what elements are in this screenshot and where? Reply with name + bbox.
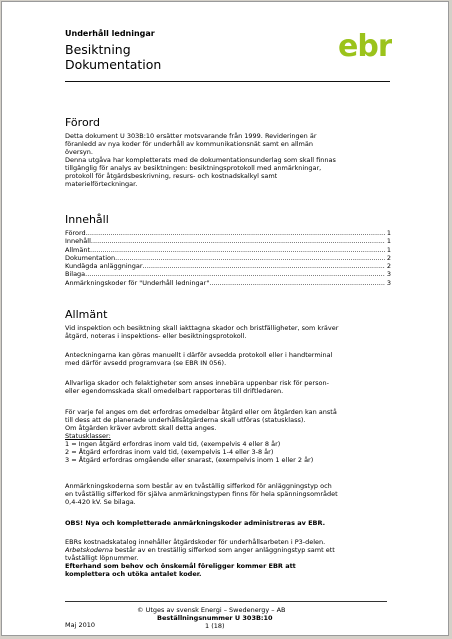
toc-entry[interactable] <box>65 262 391 270</box>
italic-term: Arbetskoderna <box>65 546 113 554</box>
allmant-paragraph-4 <box>65 408 395 464</box>
text-fragment: består av en treställig sifferkod som anger anläggningstyp samt ett <box>112 546 335 554</box>
toc-page: 1 <box>386 245 391 254</box>
text-line: till dess att de planerade underhållsåtgärderna skall utföras (statusklass). <box>65 416 306 424</box>
allmant-paragraph-3 <box>65 379 395 395</box>
text-line: en tvåställig sifferkod för själva anmärkningstypen finns för hela spänningsområdet <box>65 490 338 498</box>
text-line: tvåställigt löpnummer. <box>65 554 139 562</box>
toc-entry[interactable] <box>65 270 391 278</box>
header-title-line1: Besiktning <box>65 42 131 57</box>
toc-page: 3 <box>386 270 391 279</box>
text-line: med därför avsedd programvara (se EBR IN 056). <box>65 359 227 367</box>
footer-date: Maj 2010 <box>65 621 96 629</box>
ebr-logo <box>338 30 392 60</box>
allmant-paragraph-6 <box>65 538 395 578</box>
text-line: 0,4-420 kV. Se bilaga. <box>65 498 136 506</box>
footer-copyright: © Utges av svensk Energi – Swedenergy – AB <box>137 606 286 614</box>
toc-entry[interactable] <box>65 237 391 245</box>
section-heading-forord: Förord <box>65 116 100 129</box>
text-line: För varje fel anges om det erfordras omedelbar åtgärd eller om åtgärden kan anstå <box>65 408 337 416</box>
text-line: Vid inspektion och besiktning skall iakttagna skador och bristfälligheter, som kräver <box>65 324 339 332</box>
status-heading: Statusklasser: <box>65 432 111 440</box>
footer-divider <box>65 601 387 602</box>
toc-page: 2 <box>386 262 391 271</box>
text-line: Allvarliga skador och felaktigheter som anses innebära uppenbar risk för person- <box>65 379 329 387</box>
bold-line: komplettera och utöka antalet koder. <box>65 570 202 578</box>
toc-title: Bilaga <box>65 270 86 279</box>
bold-line: Efterhand som behov och önskemål föreligger kommer EBR att <box>65 562 296 570</box>
obs-line: OBS! Nya och kompletterade anmärkningskoder administreras av EBR. <box>65 519 326 527</box>
status-line: 3 = Åtgärd erfordras omgående eller snarast, (exempelvis inom 1 eller 2 år) <box>65 456 314 464</box>
section-heading-allmant: Allmänt <box>65 308 108 321</box>
forord-line: föranledd av nya koder för underhåll av kommunikationsnät samt en allmän <box>65 140 313 148</box>
toc-page: 2 <box>386 253 391 262</box>
status-line: 2 = Åtgärd erfordras inom vald tid, (exempelvis 1-4 eller 3-8 år) <box>65 448 274 456</box>
status-line: 1 = Ingen åtgärd erfordras inom vald tid, (exempelvis 4 eller 8 år) <box>65 440 281 448</box>
text-line <box>65 546 395 554</box>
section-heading-innehall: Innehåll <box>65 213 109 226</box>
forord-line: tillgänglig för analys av besiktningen: besiktningsprotokoll med anmärkningar, <box>65 164 322 172</box>
toc-title: Dokumentation <box>65 253 116 262</box>
toc-title: Innehåll <box>65 237 91 246</box>
text-line: Anteckningarna kan göras manuellt i därför avsedda protokoll eller i handterminal <box>65 351 333 359</box>
toc-title: Förord <box>65 229 86 237</box>
header-divider <box>65 81 390 82</box>
forord-line: Detta dokument U 303B:10 ersätter motsvarande från 1999. Revideringen är <box>65 132 317 140</box>
header-title-line2: Dokumentation <box>65 57 162 72</box>
text-line: Om åtgärden kräver avbrott skall detta anges. <box>65 424 217 432</box>
forord-line: materielförteckningar. <box>65 180 138 188</box>
text-line: åtgärd, noteras i inspektions- eller besiktningsprotokoll. <box>65 332 247 340</box>
table-of-contents <box>65 229 391 287</box>
toc-entry[interactable] <box>65 229 391 237</box>
forord-line: protokoll för åtgärdsbeskrivning, resurs- och kostnadskalkyl samt <box>65 172 278 180</box>
text-line: Anmärkningskoderna som består av en tvåställig sifferkod för anläggningstyp och <box>65 482 332 490</box>
footer-order-number: Beställningsnummer U 303B:10 <box>157 614 273 622</box>
obs-notice <box>65 519 395 527</box>
toc-page: 1 <box>386 237 391 246</box>
allmant-paragraph-5 <box>65 482 395 506</box>
toc-page: 3 <box>386 278 391 287</box>
text-line: EBRs kostnadskatalog innehåller åtgärdskoder för underhållsarbeten i P3-delen. <box>65 538 326 546</box>
toc-page: 1 <box>386 229 391 237</box>
toc-entry[interactable] <box>65 254 391 262</box>
toc-entry[interactable] <box>65 246 391 254</box>
toc-title: Allmänt <box>65 245 91 254</box>
allmant-paragraph-1 <box>65 324 395 340</box>
allmant-paragraph-2 <box>65 351 395 367</box>
forord-line: Denna utgåva har kompletterats med de dokumentationsunderlag som skall finnas <box>65 156 336 164</box>
toc-title: Kundägda anläggningar <box>65 262 143 271</box>
document-page <box>1 1 449 636</box>
footer-page-number: 1 (18) <box>205 622 225 630</box>
toc-title: Anmärkningskoder för "Underhåll ledningar" <box>65 278 210 287</box>
forord-line: översyn. <box>65 148 93 156</box>
toc-entry[interactable] <box>65 279 391 287</box>
header-category: Underhåll ledningar <box>65 29 155 38</box>
forord-text <box>65 132 395 188</box>
text-line: eller egendomsskada skall omedelbart rapporteras till driftledaren. <box>65 387 284 395</box>
svg-text:ebr: ebr <box>338 30 392 60</box>
